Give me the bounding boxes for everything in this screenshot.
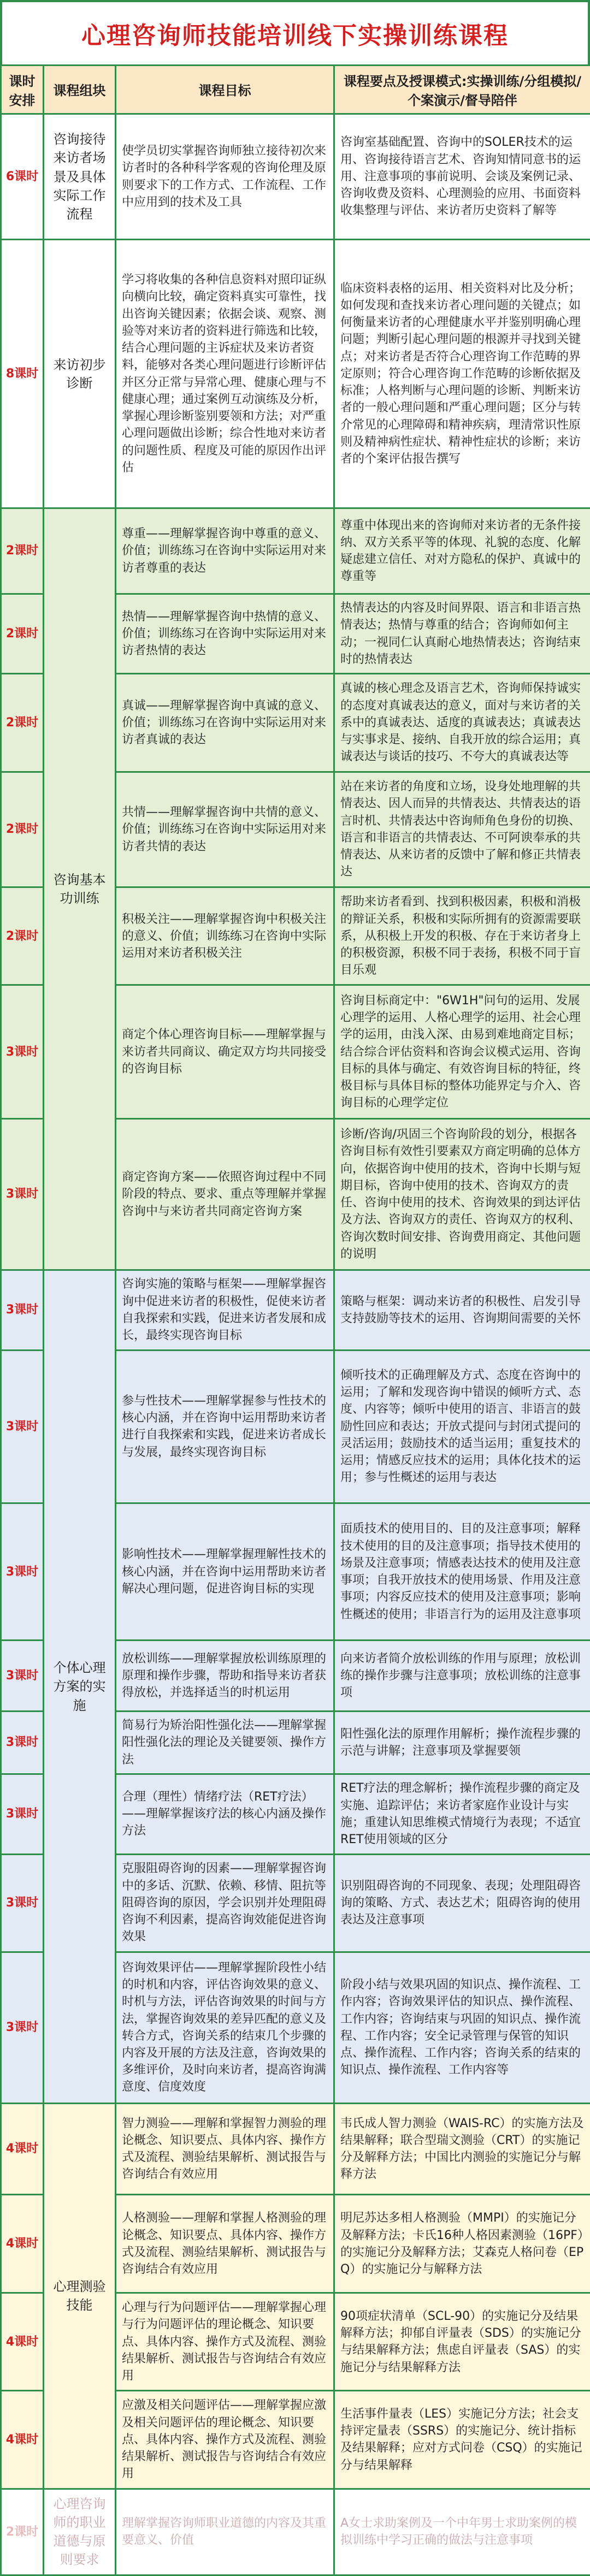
row-content: 咨询目标商定中："6W1H"问句的运用、发展心理学的运用、人格心理学的运用、社会心理学的运用，由浅入深、由易到难地商定目标；结合综合评估资料和咨询会议模式运用、咨询目标的具体与确定、有效咨询目标的特征，终极目标与具体目标的整体功能界定与介入、咨询目标的心理学定位: [334, 985, 590, 1119]
row-goal: 共情——理解掌握咨询中共情的意义、价值；训练练习在咨询中实际运用对来访者共情的表达: [116, 772, 334, 887]
row-goal: 人格测验——理解和掌握人格测验的理论概念、知识要点、具体内容、操作方式及流程、测验结果解析、测试报告与咨询结合有效应用: [116, 2195, 334, 2293]
row-hours: 2课时: [1, 674, 44, 772]
row-hours: 4课时: [1, 2391, 44, 2489]
row-content: 站在来访者的角度和立场，设身处地理解的共情表达、因人而异的共情表达、共情表达的语言时机、共情表达中咨询师角色身份的切换、语言和非语言的共情表达、不可阿谀奉承的共情表达、从来访者的反馈中了解和修正共情表达: [334, 772, 590, 887]
page-title: 心理咨询师技能培训线下实操训练课程: [0, 0, 590, 64]
header-hours: 课时安排: [1, 66, 44, 114]
row-content: 90项症状清单（SCL-90）的实施记分及结果解释方法；抑郁自评量表（SDS）的实施记分与结果解释方法；焦虑自评量表（SAS）的实施记分与结果解释方法: [334, 2293, 590, 2391]
row-goal: 商定咨询方案——依照咨询过程中不同阶段的特点、要求、重点等理解并掌握咨询中与来访者共同商定咨询方案: [116, 1118, 334, 1270]
row-content: 热情表达的内容及时间界限、语言和非语言热情表达；热情与尊重的结合；咨询师如何主动；一视同仁认真耐心地热情表达；咨询结束时的热情表达: [334, 594, 590, 673]
group-label: 来访初步诊断: [44, 240, 116, 508]
row-content: 生活事件量表（LES）实施记分方法；社会支持评定量表（SSRS）的实施记分、统计指标及结果解释；应对方式问卷（CSQ）的实施记分与结果解释: [334, 2391, 590, 2489]
row-goal: 积极关注——理解掌握咨询中积极关注的意义、价值；训练练习在咨询中实际运用对来访者积极关注: [116, 887, 334, 985]
row-goal: 应激及相关问题评估——理解掌握应激及相关问题评估的理论概念、知识要点、具体内容、操作方式及流程、测验结果解析、测试报告与咨询结合有效应用: [116, 2391, 334, 2489]
row-goal: 热情——理解掌握咨询中热情的意义、价值；训练练习在咨询中实际运用对来访者热情的表达: [116, 594, 334, 673]
row-goal: 真诚——理解掌握咨询中真诚的意义、价值；训练练习在咨询中实际运用对来访者真诚的表达: [116, 674, 334, 772]
row-content: 识别阻碍咨询的不同现象、表现；处理阻碍咨询的策略、方式、表达艺术；阻碍咨询的使用表达及注意事项: [334, 1854, 590, 1952]
row-hours: 3课时: [1, 1952, 44, 2103]
row-hours: 2课时: [1, 594, 44, 673]
row-hours: 3课时: [1, 1711, 44, 1774]
row-goal: 合理（理性）情绪疗法（RET疗法）——理解掌握该疗法的核心内涵及操作方法: [116, 1774, 334, 1854]
course-table: [0, 64, 590, 2576]
header-content: 课程要点及授课模式:实操训练/分组模拟/个案演示/督导陪伴: [334, 66, 590, 114]
row-content: 阶段小结与效果巩固的知识点、操作流程、工作内容；咨询效果评估的知识点、操作流程、工作内容；咨询结束与巩固的知识点、操作流程、工作内容；安全记录管理与保管的知识点、操作流程、工作内容；咨询关系的结束的知识点、操作流程、工作内容等: [334, 1952, 590, 2103]
table-row: [1, 1270, 590, 1350]
group-label: 心理测验技能: [44, 2103, 116, 2489]
row-goal: 心理与行为问题评估——理解掌握心理与行为问题评估的理论概念、知识要点、具体内容、操作方式及流程、测验结果解析、测试报告与咨询结合有效应用: [116, 2293, 334, 2391]
row-content: 向来访者简介放松训练的作用与原理；放松训练的操作步骤与注意事项；放松训练的注意事项: [334, 1641, 590, 1712]
row-hours: 2课时: [1, 508, 44, 594]
row-content: A女士求助案例及一个中年男士求助案例的模拟训练中学习正确的做法与注意事项: [334, 2489, 590, 2575]
row-hours: 3课时: [1, 1503, 44, 1641]
table-header-row: [1, 66, 590, 114]
row-content: 明尼苏达多相人格测验（MMPI）的实施记分及解释方法；卡氏16种人格因素测验（16PF）的实施记分及解释方法；艾森克人格问卷（EPQ）的实施记分与解释方法: [334, 2195, 590, 2293]
row-content: 韦氏成人智力测验（WAIS-RC）的实施方法及结果解释；联合型瑞文测验（CRT）的实施记分及解释方法；中国比内测验的实施记分与解释方法: [334, 2103, 590, 2194]
row-hours: 4课时: [1, 2195, 44, 2293]
row-content: 诊断/咨询/巩固三个咨询阶段的划分，根据各咨询目标有效性引要素双方商定明确的总体方向，依据咨询中使用的技术，咨询中长期与短期目标，咨询中使用的技术、咨询双方的责任、咨询中使用的技术、咨询效果的到达评估及方法、咨询双方的责任、咨询双方的权利、咨询次数时间安排、咨询费用商定、其他问题的说明: [334, 1118, 590, 1270]
row-hours: 3课时: [1, 1854, 44, 1952]
row-goal: 咨询效果评估——理解掌握阶段性小结的时机和内容，评估咨询效果的意义、时机与方法，评估咨询效果的时间与方法，掌握咨询效果的差异匹配的意义及转合方式，咨询关系的结束几个步骤的内容及开展的方法及注意，咨询效果的多维评价，及时向来访者，提高咨询满意度、信度效度: [116, 1952, 334, 2103]
table-row: [1, 240, 590, 508]
table-row: [1, 2103, 590, 2194]
row-content: 尊重中体现出来的咨询师对来访者的无条件接纳、双方关系平等的体现、礼貌的态度、化解疑虑建立信任、对对方隐私的保护、真诚中的尊重等: [334, 508, 590, 594]
header-goal: 课程目标: [116, 66, 334, 114]
row-hours: 6课时: [1, 114, 44, 239]
row-goal: 学习将收集的各种信息资料对照印证纵向横向比较，确定资料真实可靠性，找出咨询关键因素；依据会谈、观察、测验等对来访者的资料进行筛选和比较，结合心理问题的主诉症状及来访者资料，能够对各类心理问题进行诊断评估并区分正常与异常心理、健康心理与不健康心理；通过案例互动演练及分析，掌握心理诊断鉴别要领和方法；对严重心理问题做出诊断；综合性地对来访者的问题性质、程度及可能的原因作出评估: [116, 240, 334, 508]
group-label: 心理咨询师的职业道德与原则要求: [44, 2489, 116, 2575]
row-content: 帮助来访者看到、找到积极因素，积极和消极的辩证关系，积极和实际所拥有的资源需要联系，从积极上开发的积极、存在于来访者身上的积极资源，积极不同于表扬，积极不同于盲目乐观: [334, 887, 590, 985]
row-content: RET疗法的理念解析；操作流程步骤的商定及实施、追踪评估；来访者家庭作业设计与实施；重建认知思维模式情境行为表现；不适宜RET使用领域的区分: [334, 1774, 590, 1854]
row-goal: 理解掌握咨询师职业道德的内容及其重要意义、价值: [116, 2489, 334, 2575]
row-hours: 8课时: [1, 240, 44, 508]
row-hours: 3课时: [1, 1641, 44, 1712]
group-label: 个体心理方案的实施: [44, 1270, 116, 2104]
row-hours: 4课时: [1, 2103, 44, 2194]
row-hours: 3课时: [1, 1118, 44, 1270]
row-goal: 智力测验——理解和掌握智力测验的理论概念、知识要点、具体内容、操作方式及流程、测验结果解析、测试报告与咨询结合有效应用: [116, 2103, 334, 2194]
row-hours: 3课时: [1, 1270, 44, 1350]
group-label: 咨询接待来访者场景及具体实际工作流程: [44, 114, 116, 239]
table-row: [1, 114, 590, 239]
row-goal: 商定个体心理咨询目标——理解掌握与来访者共同商议、确定双方均共同接受的咨询目标: [116, 985, 334, 1119]
table-row: [1, 508, 590, 594]
row-goal: 咨询实施的策略与框架——理解掌握咨询中促进来访者的积极性，促使来访者自我探索和实践，促进来访者发展和成长，最终实现咨询目标: [116, 1270, 334, 1350]
row-goal: 放松训练——理解掌握放松训练原理的原理和操作步骤，帮助和指导来访者获得放松，并选择适当的时机运用: [116, 1641, 334, 1712]
row-content: 面质技术的使用目的、目的及注意事项；解释技术使用的目的及注意事项；指导技术使用的场景及注意事项；情感表达技术的使用及注意事项；自我开放技术的使用场景、作用及注意事项；内容反应技术的使用及注意事项；影响性概述的使用；非语言行为的运用及注意事项: [334, 1503, 590, 1641]
row-content: 阳性强化法的原理作用解析；操作流程步骤的示范与讲解；注意事项及掌握要领: [334, 1711, 590, 1774]
row-content: 真诚的核心理念及语言艺术，咨询师保持诚实的态度对真诚表达的意义，面对与来访者的关系中的真诚表达、适度的真诚表达；真诚表达与实事求是、接纳、自我开放的综合运用；真诚表达与谈话的技巧、不夸大的真诚表达等: [334, 674, 590, 772]
row-hours: 2课时: [1, 2489, 44, 2575]
row-content: 倾听技术的正确理解及方式、态度在咨询中的运用；了解和发现咨询中错误的倾听方式、态度、内容等；倾听中使用的语言、非语言的鼓励性回应和表达；开放式提问与封闭式提问的灵活运用；鼓励技术的适当运用；重复技术的运用；情感反应技术的运用；具体化技术的运用；参与性概述的运用与表达: [334, 1350, 590, 1503]
row-hours: 4课时: [1, 2293, 44, 2391]
row-goal: 使学员切实掌握咨询师独立接待初次来访者时的各种科学客观的咨询伦理及原则要求下的工作方式、工作流程、工作中应用到的技术及工具: [116, 114, 334, 239]
row-content: 咨询室基础配置、咨询中的SOLER技术的运用、咨询接待语言艺术、咨询知情同意书的运用、注意事项的事前说明、会谈及案例记录、咨询收费及资料、心理测验的应用、书面资料收集整理与评估、来访者历史资料了解等: [334, 114, 590, 239]
row-content: 策略与框架：调动来访者的积极性、启发引导支持鼓励等技术的运用、咨询期间需要的关怀: [334, 1270, 590, 1350]
row-content: 临床资料表格的运用、相关资料对比及分析；如何发现和查找来访者心理问题的关键点；如何衡量来访者的心理健康水平并鉴别明确心理问题；判断引起心理问题的根源并寻找到关键点；对来访者是否符合心理咨询工作范畴的界定原则；符合心理咨询工作范畴的诊断依据及标准；人格判断与心理问题的诊断、判断来访者的一般心理问题和严重心理问题；区分与转介常见的心理障碍和精神疾病，理清常识性原则及精神病性症状、精神性症状的诊断；来访者的个案评估报告撰写: [334, 240, 590, 508]
row-goal: 尊重——理解掌握咨询中尊重的意义、价值；训练练习在咨询中实际运用对来访者尊重的表达: [116, 508, 334, 594]
row-goal: 参与性技术——理解掌握参与性技术的核心内涵，并在咨询中运用帮助来访者进行自我探索和实践，促进来访者成长与发展，最终实现咨询目标: [116, 1350, 334, 1503]
row-hours: 2课时: [1, 887, 44, 985]
row-hours: 3课时: [1, 1350, 44, 1503]
header-module: 课程组块: [44, 66, 116, 114]
row-hours: 3课时: [1, 985, 44, 1119]
row-goal: 克服阻碍咨询的因素——理解掌握咨询中的多话、沉默、依赖、移情、阻抗等阻碍咨询的原因，学会识别并处理阻碍咨询不利因素，提高咨询效能促进咨询效果: [116, 1854, 334, 1952]
group-label: 咨询基本功训练: [44, 508, 116, 1270]
table-row: [1, 2489, 590, 2575]
row-hours: 3课时: [1, 1774, 44, 1854]
row-goal: 影响性技术——理解掌握理解性技术的核心内涵，并在咨询中运用帮助来访者解决心理问题，促进咨询目标的实现: [116, 1503, 334, 1641]
row-goal: 简易行为矫治阳性强化法——理解掌握阳性强化法的理论及关键要领、操作方法: [116, 1711, 334, 1774]
row-hours: 2课时: [1, 772, 44, 887]
